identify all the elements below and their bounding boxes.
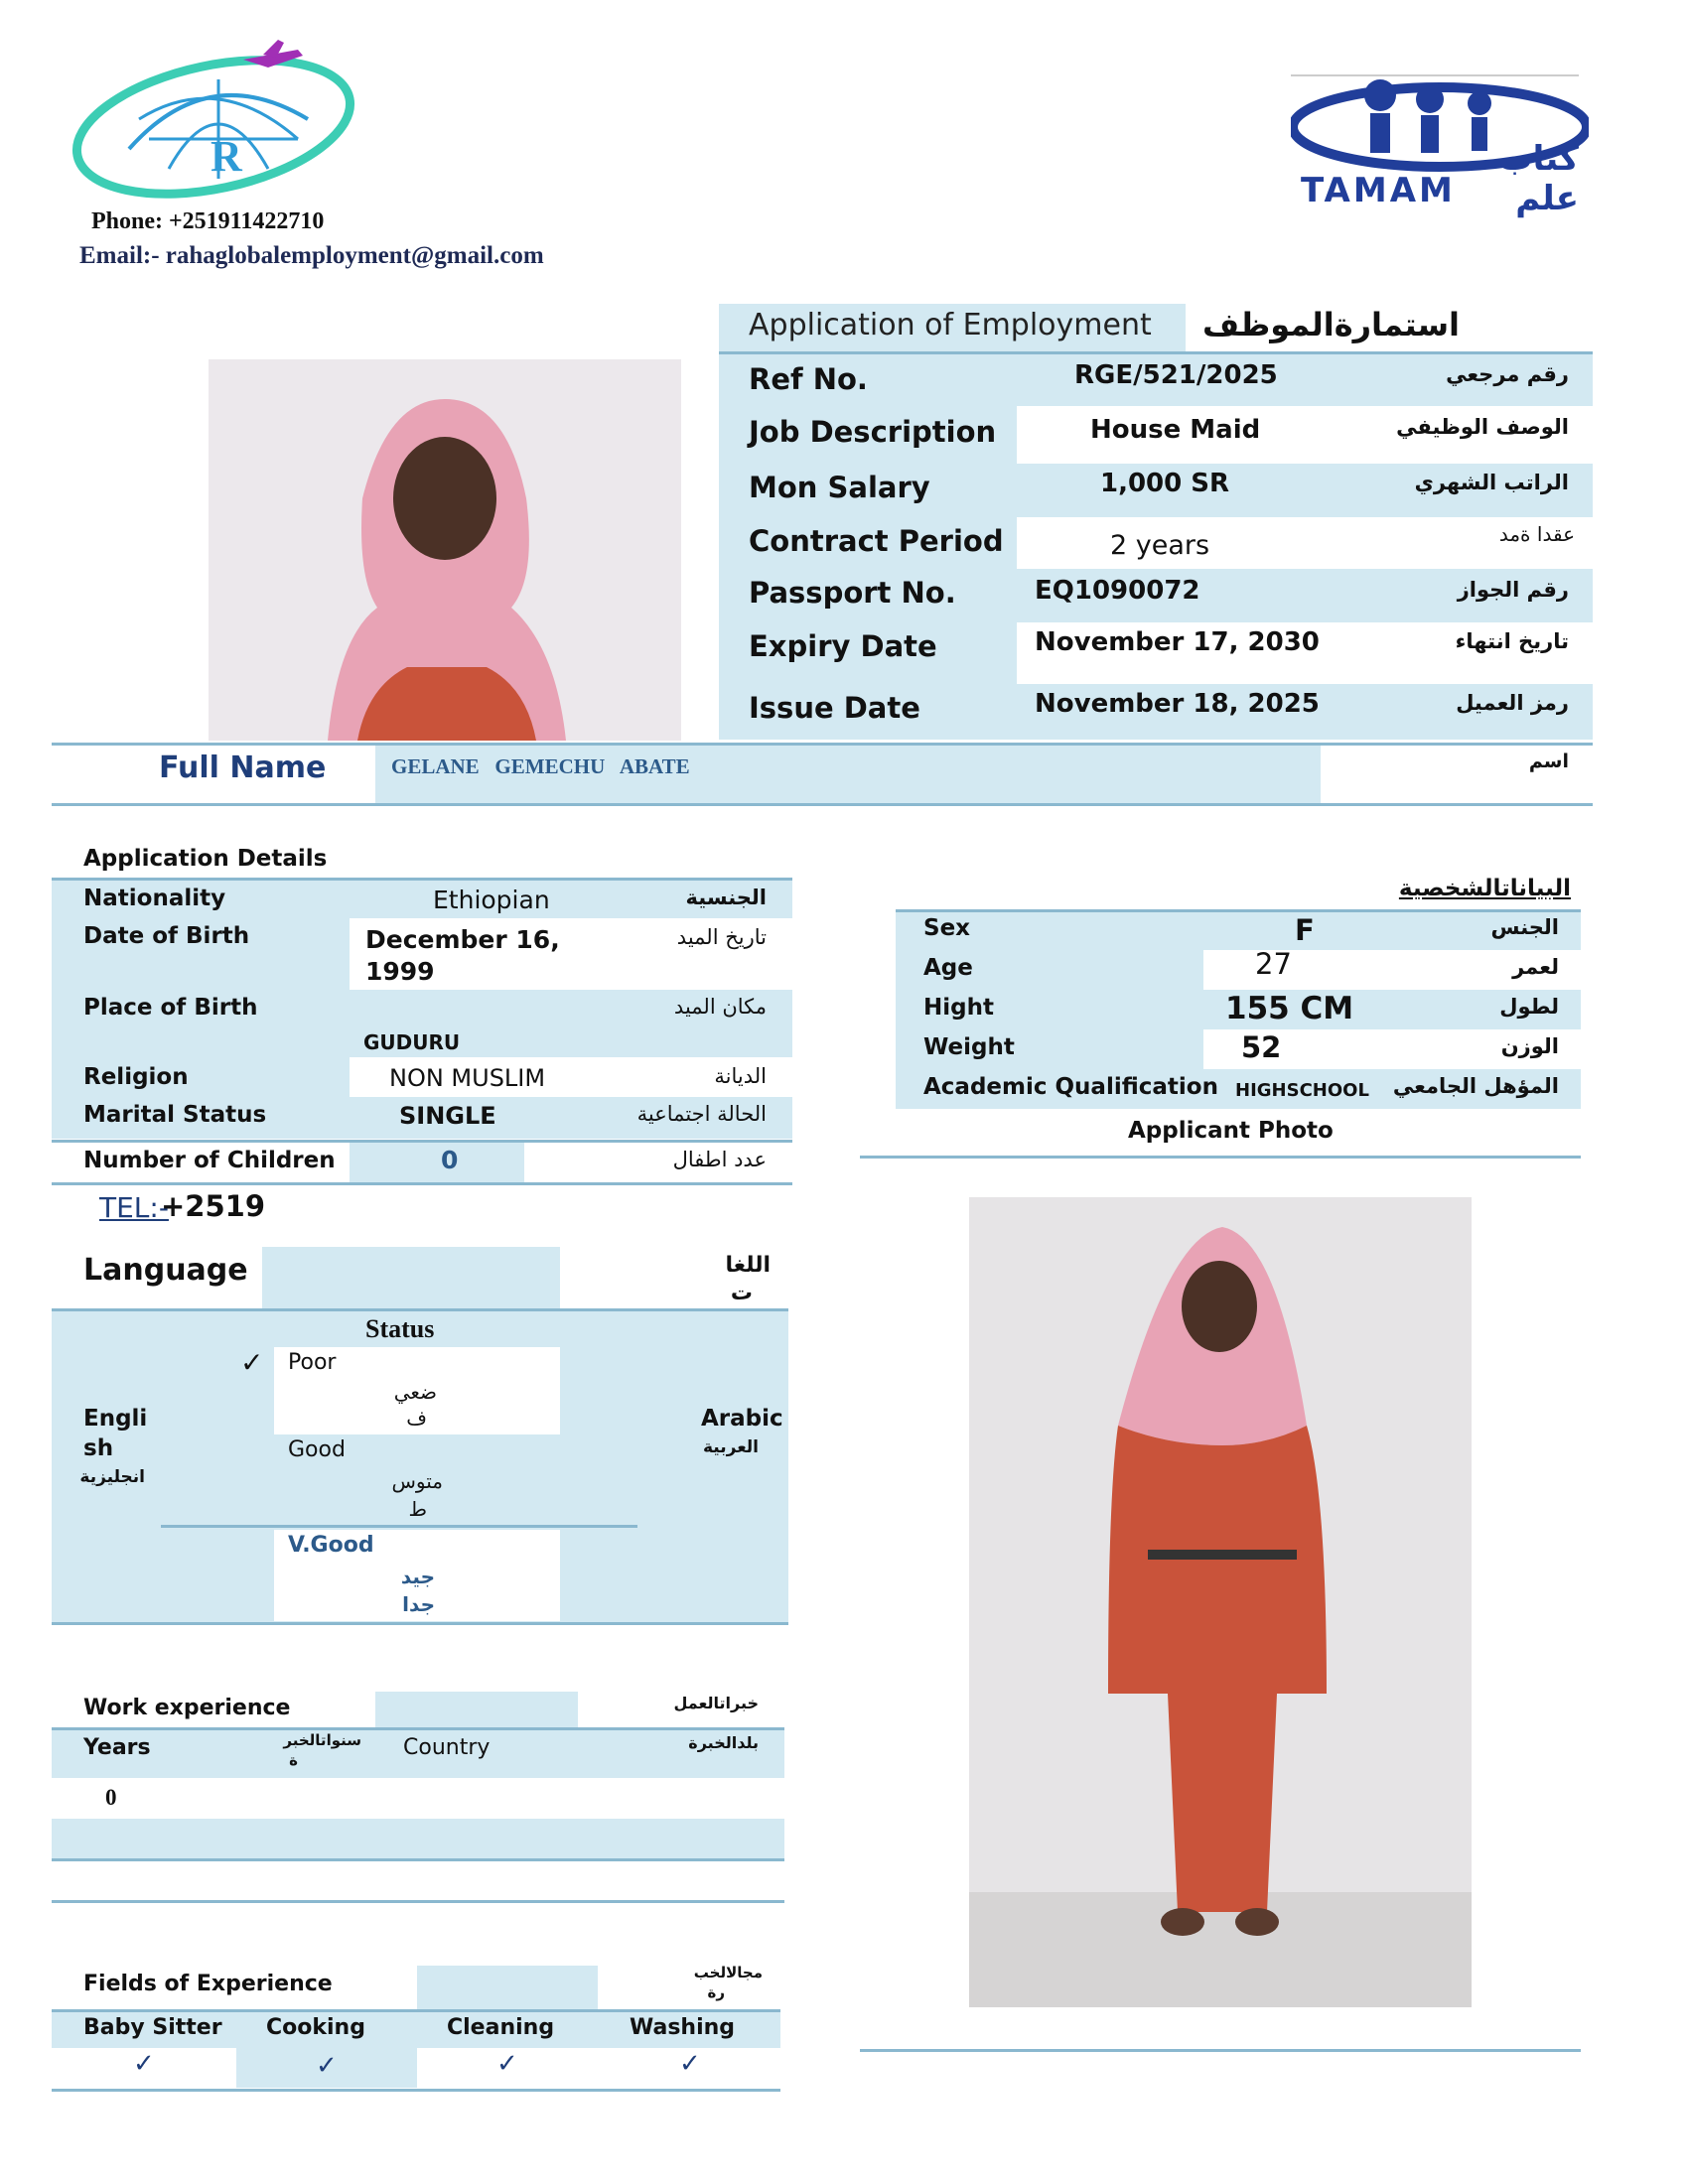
field-cleaning: Cleaning [447, 2015, 555, 2040]
dob-ar: تاريخ الميد [676, 925, 767, 949]
baby-sitter-check: ✓ [133, 2049, 155, 2079]
expiry-label: Expiry Date [749, 629, 937, 663]
field-baby-sitter: Baby Sitter [83, 2015, 222, 2040]
poor-ar-1: ضعي [393, 1380, 437, 1404]
age-value: 27 [1255, 947, 1292, 981]
portrait-photo [209, 359, 681, 741]
job-label: Job Description [749, 415, 997, 449]
work-years-label: Years [83, 1735, 151, 1760]
work-row-2 [52, 1819, 784, 1858]
height-label: Hight [923, 995, 994, 1021]
tamam-logo-text: TAMAM [1301, 171, 1456, 210]
field-cooking: Cooking [266, 2015, 365, 2040]
arabic-ar: العربية [702, 1437, 759, 1457]
pob-value: GUDURU [363, 1030, 461, 1054]
work-row-years: 0 [105, 1785, 117, 1810]
sex-ar: الجنس [1490, 915, 1559, 939]
fullname-label: Full Name [159, 751, 327, 785]
language-heading-ar-1: اللغا [725, 1253, 771, 1278]
dob-label: Date of Birth [83, 923, 250, 949]
fields-heading: Fields of Experience [83, 1972, 333, 1996]
fields-heading-cell [417, 1966, 598, 2009]
ref-label: Ref No. [749, 362, 868, 396]
vgood-label: V.Good [288, 1533, 374, 1558]
language-heading-cell [262, 1247, 560, 1308]
fullname-ar: اسم [1528, 751, 1569, 772]
job-value: House Maid [1090, 415, 1261, 445]
good-label: Good [288, 1437, 346, 1462]
english-label-1: Engli [83, 1406, 148, 1432]
english-label-2: sh [83, 1435, 114, 1461]
washing-check: ✓ [679, 2049, 701, 2079]
raha-logo [70, 40, 367, 208]
dob-value-1: December 16, [365, 925, 560, 954]
field-washing: Washing [630, 2015, 736, 2040]
fields-heading-ar-1: مجالالخب [693, 1964, 763, 1981]
work-heading: Work experience [83, 1696, 291, 1720]
good-ar-1: متوس [391, 1469, 443, 1493]
contract-ar: عقدا ةمد [1498, 522, 1575, 546]
salary-value: 1,000 SR [1100, 469, 1230, 498]
phone-text: Phone: +251911422710 [91, 208, 325, 234]
nationality-label: Nationality [83, 886, 226, 911]
passport-value: EQ1090072 [1035, 576, 1200, 606]
height-value: 155 CM [1225, 991, 1354, 1026]
language-status: Status [365, 1314, 435, 1343]
marital-value: SINGLE [399, 1102, 496, 1130]
age-ar: لعمر [1512, 955, 1559, 979]
salary-ar: الراتب الشهري [1414, 471, 1569, 494]
email-text: Email:- rahaglobalemployment@gmail.com [79, 242, 544, 269]
english-ar: انجليزية [79, 1467, 145, 1487]
children-ar: عدد اطفال [672, 1148, 767, 1171]
religion-value: NON MUSLIM [389, 1064, 546, 1092]
fields-heading-ar-2: رة [707, 1983, 725, 2001]
children-value-cell [350, 1143, 524, 1182]
job-ar: الوصف الوظيفي [1396, 415, 1569, 439]
work-heading-ar: خبراتالعمل [673, 1694, 759, 1712]
poor-ar-2: ف [406, 1406, 427, 1430]
tamam-logo-arabic: كتاب علم [1498, 139, 1579, 218]
tel-prefix: TEL:- [99, 1191, 169, 1224]
academic-ar: المؤهل الجامعي [1392, 1074, 1559, 1098]
religion-label: Religion [83, 1064, 189, 1090]
dob-value-2: 1999 [365, 957, 435, 986]
language-heading: Language [83, 1253, 248, 1288]
title-ar: استمارةالموظف [1201, 306, 1460, 343]
full-body-photo [969, 1197, 1472, 2007]
tel-value: +2519 [161, 1189, 266, 1223]
sex-value: F [1295, 913, 1315, 947]
height-ar: لطول [1499, 995, 1559, 1019]
children-value: 0 [441, 1146, 459, 1174]
sex-label: Sex [923, 915, 970, 941]
poor-label: Poor [288, 1350, 337, 1375]
vgood-ar-1: جيد [400, 1565, 435, 1588]
nationality-ar: الجنسية [685, 886, 767, 909]
issue-label: Issue Date [749, 691, 920, 725]
weight-label: Weight [923, 1034, 1015, 1060]
religion-ar: الديانة [714, 1064, 767, 1088]
academic-label: Academic Qualification [923, 1074, 1218, 1100]
academic-value: HIGHSCHOOL [1235, 1080, 1369, 1101]
raha-logo-letter: R [211, 132, 242, 181]
ref-value: RGE/521/2025 [1074, 360, 1278, 390]
ref-ar: رقم مرجعي [1446, 362, 1569, 386]
cooking-check: ✓ [316, 2051, 338, 2081]
work-country-label: Country [403, 1735, 491, 1760]
application-heading: Application Details [83, 846, 328, 872]
pob-ar: مكان الميد [673, 995, 767, 1019]
work-years-ar-1: سنواتالخبر [283, 1731, 361, 1749]
arabic-label: Arabic [701, 1406, 783, 1432]
nationality-value: Ethiopian [433, 886, 550, 914]
age-label: Age [923, 955, 973, 981]
contract-label: Contract Period [749, 524, 1004, 558]
passport-label: Passport No. [749, 576, 956, 610]
cleaning-check: ✓ [496, 2049, 518, 2079]
pob-label: Place of Birth [83, 995, 258, 1021]
language-heading-ar-2: ت [730, 1281, 753, 1305]
title-en: Application of Employment [749, 308, 1152, 342]
issue-ar: رمز العميل [1456, 691, 1569, 715]
english-poor-check: ✓ [240, 1346, 264, 1379]
photo-caption: Applicant Photo [1128, 1118, 1334, 1144]
passport-ar: رقم الجواز [1457, 578, 1569, 602]
expiry-value: November 17, 2030 [1035, 627, 1320, 657]
issue-value: November 18, 2025 [1035, 689, 1320, 719]
salary-label: Mon Salary [749, 471, 930, 504]
vgood-ar-2: جدا [402, 1592, 435, 1616]
contract-value: 2 years [1110, 530, 1210, 561]
marital-label: Marital Status [83, 1102, 267, 1128]
fullname-value: GELANE GEMECHU ABATE [391, 754, 690, 778]
expiry-ar: تاريخ انتهاء [1455, 629, 1569, 653]
work-heading-cell [375, 1692, 578, 1727]
personal-heading: البياناتالشخصية [1398, 876, 1571, 901]
work-years-ar-2: ة [289, 1751, 298, 1769]
good-ar-2: ط [408, 1497, 427, 1521]
weight-value: 52 [1241, 1030, 1282, 1064]
children-label: Number of Children [83, 1148, 336, 1173]
work-country-ar: بلدالخبرة [688, 1733, 759, 1752]
marital-ar: الحالة اجتماعية [636, 1102, 767, 1126]
weight-ar: الوزن [1500, 1034, 1559, 1058]
